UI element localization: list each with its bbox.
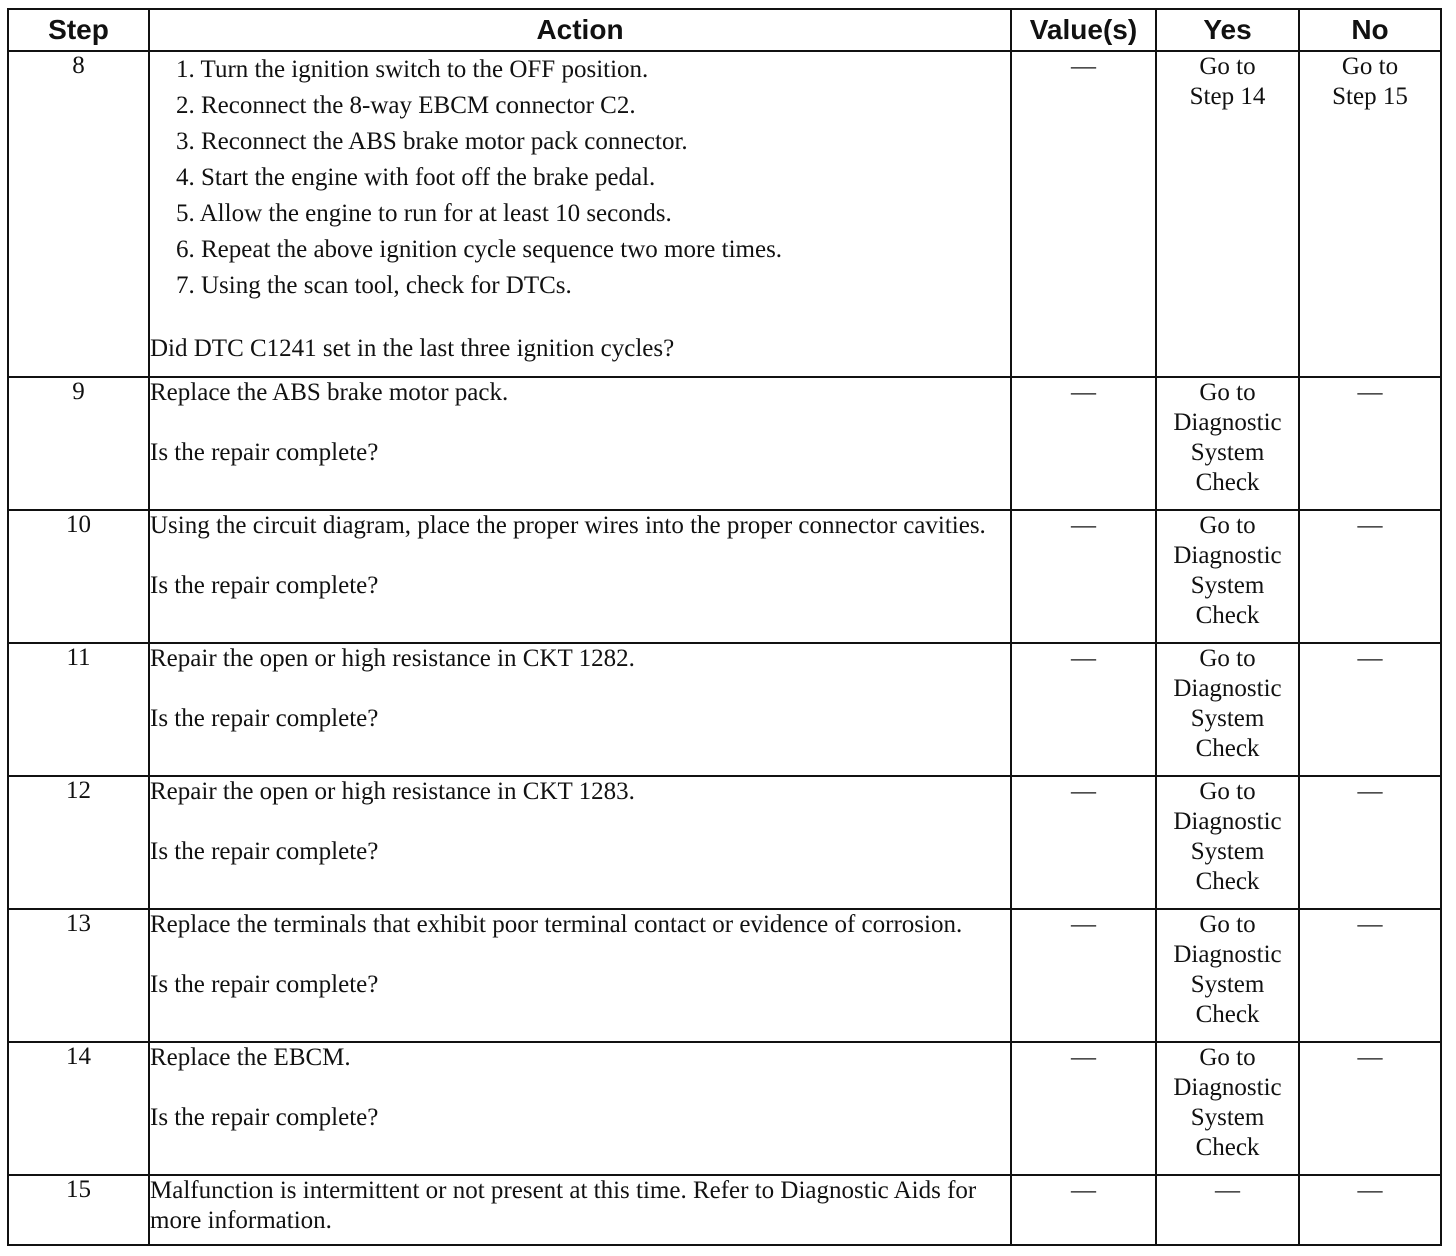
yes-cell bbox=[1156, 909, 1299, 1042]
action-question: Is the repair complete? bbox=[150, 1104, 379, 1131]
no-cell bbox=[1299, 909, 1441, 1042]
value-cell: — bbox=[1011, 1042, 1156, 1175]
table-row bbox=[8, 1042, 1441, 1175]
no-line: — bbox=[1357, 778, 1383, 805]
action-step: 7. Using the scan tool, check for DTCs. bbox=[176, 272, 572, 299]
yes-line: Diagnostic bbox=[1173, 808, 1282, 835]
value-cell: — bbox=[1011, 51, 1156, 377]
yes-cell bbox=[1156, 51, 1299, 377]
value-cell: — bbox=[1011, 377, 1156, 510]
yes-line: System bbox=[1190, 705, 1265, 732]
action-question: Is the repair complete? bbox=[150, 971, 379, 998]
action-step: 2. Reconnect the 8-way EBCM connector C2. bbox=[176, 92, 636, 119]
value-cell: — bbox=[1011, 643, 1156, 776]
yes-line: Diagnostic bbox=[1173, 675, 1282, 702]
action-cell bbox=[149, 643, 1011, 776]
header-action: Action bbox=[149, 9, 1011, 51]
action-question: Did DTC C1241 set in the last three ignition cycles? bbox=[150, 335, 675, 362]
table-row bbox=[8, 909, 1441, 1042]
yes-line: Go to bbox=[1199, 911, 1256, 938]
no-line: — bbox=[1357, 512, 1383, 539]
no-cell bbox=[1299, 776, 1441, 909]
action-step: 5. Allow the engine to run for at least 10 seconds. bbox=[176, 200, 672, 227]
yes-cell bbox=[1156, 643, 1299, 776]
step-number: 9 bbox=[8, 377, 149, 510]
no-line: — bbox=[1357, 645, 1383, 672]
no-cell bbox=[1299, 51, 1441, 377]
table-row bbox=[8, 776, 1441, 909]
action-text: Malfunction is intermittent or not present at this time. Refer to Diagnostic Aids for more information. bbox=[150, 1177, 977, 1234]
action-text: Replace the terminals that exhibit poor terminal contact or evidence of corrosion. bbox=[150, 911, 963, 938]
table-header-row bbox=[8, 9, 1441, 51]
step-number: 11 bbox=[8, 643, 149, 776]
yes-line: Go to bbox=[1199, 379, 1256, 406]
no-cell bbox=[1299, 377, 1441, 510]
action-step: 4. Start the engine with foot off the brake pedal. bbox=[176, 164, 656, 191]
header-step: Step bbox=[8, 9, 149, 51]
yes-line: Diagnostic bbox=[1173, 941, 1282, 968]
step-number: 13 bbox=[8, 909, 149, 1042]
action-step: 6. Repeat the above ignition cycle sequence two more times. bbox=[176, 236, 783, 263]
diagnostic-table bbox=[7, 8, 1442, 1246]
yes-line: System bbox=[1190, 439, 1265, 466]
table-row bbox=[8, 1175, 1441, 1245]
yes-line: Go to bbox=[1199, 645, 1256, 672]
action-text: Using the circuit diagram, place the proper wires into the proper connector cavities. bbox=[150, 512, 986, 539]
action-cell bbox=[149, 909, 1011, 1042]
action-question: Is the repair complete? bbox=[150, 705, 379, 732]
yes-line: Diagnostic bbox=[1173, 1074, 1282, 1101]
yes-line: System bbox=[1190, 838, 1265, 865]
yes-line: — bbox=[1215, 1177, 1240, 1204]
value-cell: — bbox=[1011, 909, 1156, 1042]
action-cell bbox=[149, 510, 1011, 643]
yes-cell bbox=[1156, 1042, 1299, 1175]
yes-line: Step 14 bbox=[1189, 83, 1266, 110]
action-cell bbox=[149, 776, 1011, 909]
yes-line: Check bbox=[1195, 469, 1260, 496]
action-cell bbox=[149, 1175, 1011, 1245]
action-question: Is the repair complete? bbox=[150, 838, 379, 865]
no-line: Go to bbox=[1341, 53, 1399, 80]
yes-line: Check bbox=[1195, 602, 1260, 629]
no-line: — bbox=[1357, 1044, 1383, 1071]
action-step: 3. Reconnect the ABS brake motor pack connector. bbox=[176, 128, 688, 155]
step-number: 10 bbox=[8, 510, 149, 643]
action-question: Is the repair complete? bbox=[150, 439, 379, 466]
step-number: 8 bbox=[8, 51, 149, 377]
action-question: Is the repair complete? bbox=[150, 572, 379, 599]
step-number: 12 bbox=[8, 776, 149, 909]
yes-line: Go to bbox=[1199, 512, 1256, 539]
yes-line: Check bbox=[1195, 1001, 1260, 1028]
yes-line: Check bbox=[1195, 1134, 1260, 1161]
value-cell: — bbox=[1011, 776, 1156, 909]
yes-line: System bbox=[1190, 572, 1265, 599]
step-number: 15 bbox=[8, 1175, 149, 1245]
header-yes: Yes bbox=[1156, 9, 1299, 51]
no-cell bbox=[1299, 643, 1441, 776]
action-cell bbox=[149, 51, 1011, 377]
action-text: Replace the ABS brake motor pack. bbox=[150, 379, 509, 406]
action-step-list bbox=[176, 52, 1010, 304]
action-cell bbox=[149, 1042, 1011, 1175]
table-row bbox=[8, 643, 1441, 776]
table-row bbox=[8, 377, 1441, 510]
action-text: Replace the EBCM. bbox=[150, 1044, 351, 1071]
value-cell: — bbox=[1011, 1175, 1156, 1245]
table-row bbox=[8, 510, 1441, 643]
yes-line: Go to bbox=[1199, 53, 1256, 80]
no-cell bbox=[1299, 510, 1441, 643]
action-text: Repair the open or high resistance in CKT 1282. bbox=[150, 645, 635, 672]
no-line: — bbox=[1357, 1177, 1383, 1204]
header-value: Value(s) bbox=[1011, 9, 1156, 51]
yes-line: Diagnostic bbox=[1173, 542, 1282, 569]
header-no: No bbox=[1299, 9, 1441, 51]
yes-cell bbox=[1156, 377, 1299, 510]
yes-line: Go to bbox=[1199, 778, 1256, 805]
yes-line: Diagnostic bbox=[1173, 409, 1282, 436]
no-line: — bbox=[1357, 911, 1383, 938]
table-row bbox=[8, 51, 1441, 377]
yes-cell bbox=[1156, 776, 1299, 909]
yes-line: System bbox=[1190, 971, 1265, 998]
yes-line: Go to bbox=[1199, 1044, 1256, 1071]
action-cell bbox=[149, 377, 1011, 510]
no-line: — bbox=[1357, 379, 1383, 406]
value-cell: — bbox=[1011, 510, 1156, 643]
no-cell bbox=[1299, 1175, 1441, 1245]
step-number: 14 bbox=[8, 1042, 149, 1175]
action-text: Repair the open or high resistance in CKT 1283. bbox=[150, 778, 635, 805]
action-step: 1. Turn the ignition switch to the OFF position. bbox=[176, 56, 649, 83]
no-cell bbox=[1299, 1042, 1441, 1175]
yes-cell bbox=[1156, 1175, 1299, 1245]
yes-line: System bbox=[1190, 1104, 1265, 1131]
yes-cell bbox=[1156, 510, 1299, 643]
no-line: Step 15 bbox=[1332, 83, 1408, 110]
yes-line: Check bbox=[1195, 735, 1260, 762]
yes-line: Check bbox=[1195, 868, 1260, 895]
